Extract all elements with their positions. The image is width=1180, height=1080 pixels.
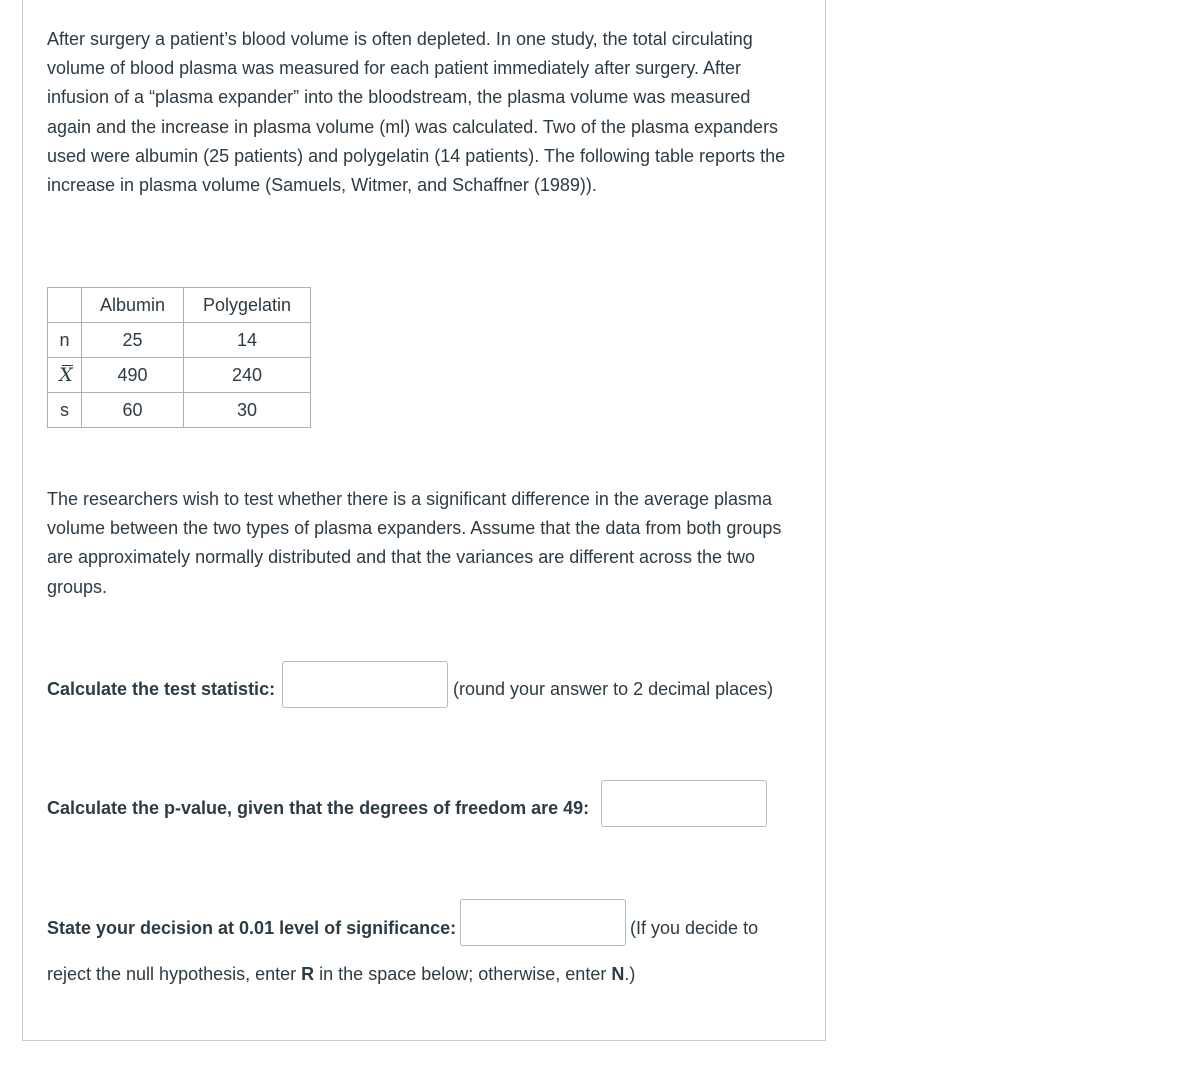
- decision-hint: (If you decide to: [630, 918, 759, 938]
- table-header-blank: [48, 288, 82, 323]
- row-label-s: s: [48, 393, 82, 428]
- cell-polygelatin-mean: 240: [184, 358, 311, 393]
- xbar-symbol: X: [56, 364, 73, 386]
- cell-polygelatin-n: 14: [184, 323, 311, 358]
- decision-instructions-part-c: .): [624, 964, 636, 984]
- table-header-row: [48, 288, 311, 323]
- decision-label-text: State your decision at 0.01 level of significance:: [47, 918, 457, 938]
- not-reject-code: N: [611, 964, 625, 984]
- table-row-mean: [48, 358, 311, 393]
- table-header-albumin: Albumin: [82, 288, 184, 323]
- test-statistic-input[interactable]: [282, 661, 448, 708]
- cell-polygelatin-s: 30: [184, 393, 311, 428]
- row-label-xbar: [48, 358, 82, 393]
- decision-instructions-part-b: in the space below; otherwise, enter: [314, 964, 612, 984]
- plasma-data-table: [47, 287, 311, 428]
- p-value-input[interactable]: [601, 780, 767, 827]
- p-value-label-text: Calculate the p-value, given that the degrees of freedom are 49:: [47, 798, 590, 818]
- question-paragraph-2: The researchers wish to test whether there is a significant difference in the average plasma volume between the two types of plasma expanders. Assume that the data from both groups are approximately normally distributed and that the variances are different across the two groups.: [47, 489, 782, 597]
- table-row-s: [48, 393, 311, 428]
- decision-label: [47, 917, 456, 939]
- decision-instructions: [47, 963, 635, 985]
- p-value-label: [47, 797, 589, 819]
- decision-instructions-part-a: reject the null hypothesis, enter: [47, 964, 302, 984]
- test-statistic-label-text: Calculate the test statistic:: [47, 679, 276, 699]
- decision-input[interactable]: [460, 899, 626, 946]
- table-row-n: [48, 323, 311, 358]
- question-intro-text: After surgery a patient’s blood volume is often depleted. In one study, the total circulating volume of blood plasma was measured for each patient immediately after surgery. After infusion of a “plasma expander” into the bloodstream, the plasma volume was measured again and the increase in plasma volume (ml) was calculated. Two of the plasma expanders used were albumin (25 patients) and polygelatin (14 patients). The following table reports the increase in plasma volume (Samuels, Witmer, and Schaffner (1989)).: [47, 29, 786, 196]
- row-label-n: n: [48, 323, 82, 358]
- test-statistic-label: [47, 678, 275, 700]
- cell-albumin-n: 25: [82, 323, 184, 358]
- cell-albumin-mean: 490: [82, 358, 184, 393]
- table-header-polygelatin: Polygelatin: [184, 288, 311, 323]
- reject-code: R: [301, 964, 315, 984]
- cell-albumin-s: 60: [82, 393, 184, 428]
- test-statistic-hint: (round your answer to 2 decimal places): [453, 679, 774, 699]
